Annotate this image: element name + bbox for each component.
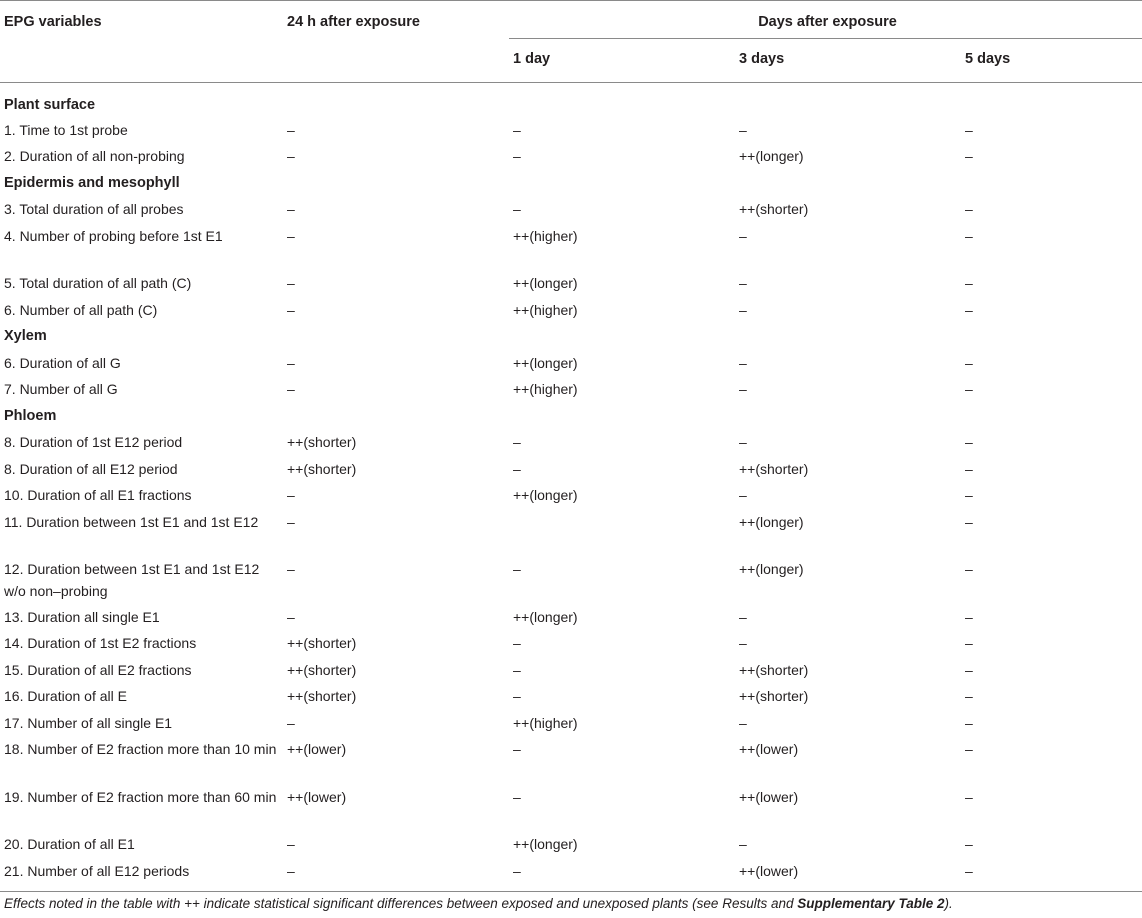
header-3-days: 3 days bbox=[735, 39, 961, 83]
cell-3-days: ++(lower) bbox=[735, 858, 961, 892]
cell-1-day: – bbox=[513, 688, 521, 704]
cell-5-days: – bbox=[965, 201, 973, 217]
cell-variable: 3. Total duration of all probes bbox=[4, 201, 184, 217]
cell-24h: – bbox=[287, 275, 295, 291]
cell-24h: – bbox=[287, 201, 295, 217]
cell-3-days: – bbox=[739, 714, 747, 731]
cell-variable: 8. Duration of 1st E12 period bbox=[4, 434, 183, 450]
cell-1-day: ++(longer) bbox=[513, 608, 578, 625]
footnote-supplementary-table-ref[interactable]: Supplementary Table 2 bbox=[797, 896, 945, 911]
cell-variable: 11. Duration between 1st E1 and 1st E12 bbox=[4, 513, 259, 530]
cell-24h: – bbox=[287, 714, 295, 731]
cell-24h: – bbox=[283, 858, 509, 892]
cell-1-day: – bbox=[513, 635, 521, 651]
cell-variable: 1. Time to 1st probe bbox=[4, 121, 128, 138]
table-row bbox=[0, 784, 1142, 832]
table-row bbox=[0, 831, 1142, 858]
cell-24h: ++(lower) bbox=[287, 741, 347, 757]
cell-1-day: ++(longer) bbox=[513, 275, 578, 291]
footnote-text: Effects noted in the table with ++ indicate statistical significant differences between exposed and unexposed plants (see Results and bbox=[4, 896, 798, 911]
cell-24h: – bbox=[287, 561, 295, 577]
table-row bbox=[0, 350, 1142, 377]
header-1-day: 1 day bbox=[509, 39, 735, 83]
cell-5-days: – bbox=[965, 354, 973, 371]
cell-3-days: – bbox=[739, 301, 747, 318]
section-row bbox=[0, 83, 1142, 117]
cell-5-days: – bbox=[965, 381, 973, 397]
cell-1-day: – bbox=[513, 460, 521, 477]
cell-variable: 18. Number of E2 fraction more than 10 min bbox=[4, 741, 277, 757]
cell-24h: – bbox=[287, 148, 295, 164]
cell-3-days: – bbox=[739, 836, 747, 852]
cell-variable: 13. Duration all single E1 bbox=[4, 608, 160, 625]
cell-variable: 6. Number of all path (C) bbox=[4, 301, 158, 318]
table-row bbox=[0, 556, 1142, 604]
cell-5-days: – bbox=[965, 434, 973, 450]
table-row bbox=[0, 297, 1142, 324]
cell-3-days: ++(shorter) bbox=[739, 460, 809, 477]
table-row bbox=[0, 657, 1142, 684]
header-5-days: 5 days bbox=[961, 39, 1142, 83]
table-row bbox=[0, 509, 1142, 557]
cell-1-day: ++(higher) bbox=[513, 227, 578, 244]
cell-5-days: – bbox=[965, 121, 973, 138]
table-row bbox=[0, 223, 1142, 271]
cell-5-days: – bbox=[965, 714, 973, 731]
table-row bbox=[0, 604, 1142, 631]
table-footnote bbox=[4, 896, 953, 911]
cell-3-days: ++(shorter) bbox=[739, 661, 809, 678]
table-row bbox=[0, 456, 1142, 483]
cell-5-days: – bbox=[965, 788, 973, 805]
cell-3-days: ++(lower) bbox=[739, 788, 799, 805]
cell-variable: 4. Number of probing before 1st E1 bbox=[4, 227, 223, 244]
cell-5-days: – bbox=[965, 148, 973, 164]
cell-1-day: – bbox=[513, 788, 521, 805]
section-heading: Phloem bbox=[4, 407, 57, 424]
footnote-text-end: ). bbox=[944, 896, 953, 911]
cell-3-days: – bbox=[739, 635, 747, 651]
table-row bbox=[0, 482, 1142, 509]
cell-24h: – bbox=[287, 301, 295, 318]
cell-24h: – bbox=[287, 487, 295, 503]
cell-24h: ++(shorter) bbox=[287, 661, 357, 678]
cell-variable: 5. Total duration of all path (C) bbox=[4, 275, 192, 291]
cell-3-days: – bbox=[739, 381, 747, 397]
table-row bbox=[0, 736, 1142, 784]
cell-1-day: – bbox=[513, 741, 521, 757]
table-row bbox=[0, 630, 1142, 657]
table-row bbox=[0, 376, 1142, 403]
table-row bbox=[0, 710, 1142, 737]
cell-24h: ++(shorter) bbox=[287, 434, 357, 450]
cell-24h: – bbox=[287, 608, 295, 625]
cell-5-days: – bbox=[965, 688, 973, 704]
cell-24h: – bbox=[287, 381, 295, 397]
cell-3-days: ++(shorter) bbox=[739, 688, 809, 704]
cell-variable: 19. Number of E2 fraction more than 60 min bbox=[4, 788, 277, 805]
cell-3-days: – bbox=[739, 275, 747, 291]
cell-variable: 8. Duration of all E12 period bbox=[4, 460, 178, 477]
table-row bbox=[0, 858, 1142, 892]
cell-variable: 21. Number of all E12 periods bbox=[0, 858, 283, 892]
cell-1-day: – bbox=[513, 561, 521, 577]
cell-variable: 20. Duration of all E1 bbox=[4, 836, 135, 852]
table-row bbox=[0, 117, 1142, 144]
cell-variable: 2. Duration of all non-probing bbox=[4, 148, 185, 164]
table-row bbox=[0, 270, 1142, 297]
cell-3-days: – bbox=[739, 121, 747, 138]
cell-3-days: – bbox=[739, 354, 747, 371]
cell-24h: – bbox=[287, 513, 295, 530]
cell-5-days: – bbox=[965, 608, 973, 625]
cell-3-days: – bbox=[739, 227, 747, 244]
cell-5-days: – bbox=[965, 661, 973, 678]
header-24h-after-exposure: 24 h after exposure bbox=[283, 1, 509, 83]
table-row bbox=[0, 143, 1142, 170]
cell-variable: 12. Duration between 1st E1 and 1st E12 w/o non–probing bbox=[4, 561, 260, 599]
table-row bbox=[0, 429, 1142, 456]
cell-1-day: ++(longer) bbox=[513, 487, 578, 503]
cell-3-days: – bbox=[739, 434, 747, 450]
cell-5-days: – bbox=[965, 741, 973, 757]
section-row bbox=[0, 323, 1142, 350]
cell-1-day: ++(longer) bbox=[513, 836, 578, 852]
cell-5-days: – bbox=[965, 635, 973, 651]
cell-24h: – bbox=[287, 227, 295, 244]
section-row bbox=[0, 170, 1142, 197]
cell-5-days: – bbox=[961, 858, 1142, 892]
cell-5-days: – bbox=[965, 836, 973, 852]
header-days-after-exposure: Days after exposure bbox=[509, 1, 1142, 39]
cell-5-days: – bbox=[965, 513, 973, 530]
table-header bbox=[0, 1, 1142, 83]
cell-24h: – bbox=[287, 836, 295, 852]
table-row bbox=[0, 196, 1142, 223]
cell-variable: 15. Duration of all E2 fractions bbox=[4, 661, 192, 678]
cell-5-days: – bbox=[965, 561, 973, 577]
section-heading: Plant surface bbox=[4, 97, 96, 113]
cell-24h: – bbox=[287, 354, 295, 371]
cell-1-day: ++(higher) bbox=[513, 714, 578, 731]
cell-24h: ++(shorter) bbox=[287, 635, 357, 651]
cell-24h: ++(lower) bbox=[287, 788, 347, 805]
cell-3-days: ++(lower) bbox=[739, 741, 799, 757]
cell-1-day: – bbox=[513, 148, 521, 164]
cell-variable: 16. Duration of all E bbox=[4, 688, 127, 704]
cell-3-days: ++(shorter) bbox=[739, 201, 809, 217]
cell-3-days: ++(longer) bbox=[739, 561, 804, 577]
section-row bbox=[0, 403, 1142, 430]
cell-3-days: – bbox=[739, 608, 747, 625]
cell-variable: 7. Number of all G bbox=[4, 381, 118, 397]
cell-variable: 10. Duration of all E1 fractions bbox=[4, 487, 192, 503]
cell-variable: 14. Duration of 1st E2 fractions bbox=[4, 635, 197, 651]
cell-1-day: – bbox=[513, 661, 521, 678]
header-row-1 bbox=[0, 1, 1142, 39]
cell-variable: 6. Duration of all G bbox=[4, 354, 121, 371]
cell-1-day: – bbox=[509, 858, 735, 892]
cell-24h: ++(shorter) bbox=[287, 688, 357, 704]
table-row bbox=[0, 683, 1142, 710]
cell-1-day: ++(higher) bbox=[513, 381, 578, 397]
cell-5-days: – bbox=[965, 460, 973, 477]
cell-1-day: – bbox=[513, 434, 521, 450]
section-heading: Epidermis and mesophyll bbox=[4, 174, 180, 191]
cell-5-days: – bbox=[965, 227, 973, 244]
cell-1-day: – bbox=[513, 201, 521, 217]
cell-5-days: – bbox=[965, 487, 973, 503]
cell-24h: – bbox=[287, 121, 295, 138]
cell-24h: ++(shorter) bbox=[287, 460, 357, 477]
cell-1-day: ++(longer) bbox=[513, 354, 578, 371]
section-heading: Xylem bbox=[4, 328, 47, 344]
cell-3-days: ++(longer) bbox=[739, 513, 804, 530]
cell-5-days: – bbox=[965, 301, 973, 318]
cell-3-days: – bbox=[739, 487, 747, 503]
cell-5-days: – bbox=[965, 275, 973, 291]
table-body bbox=[0, 83, 1142, 892]
header-epg-variables: EPG variables bbox=[0, 1, 283, 83]
cell-variable: 17. Number of all single E1 bbox=[4, 714, 173, 731]
cell-3-days: ++(longer) bbox=[739, 148, 804, 164]
cell-1-day: ++(higher) bbox=[513, 301, 578, 318]
cell-1-day bbox=[509, 509, 735, 557]
cell-1-day: – bbox=[513, 121, 521, 138]
